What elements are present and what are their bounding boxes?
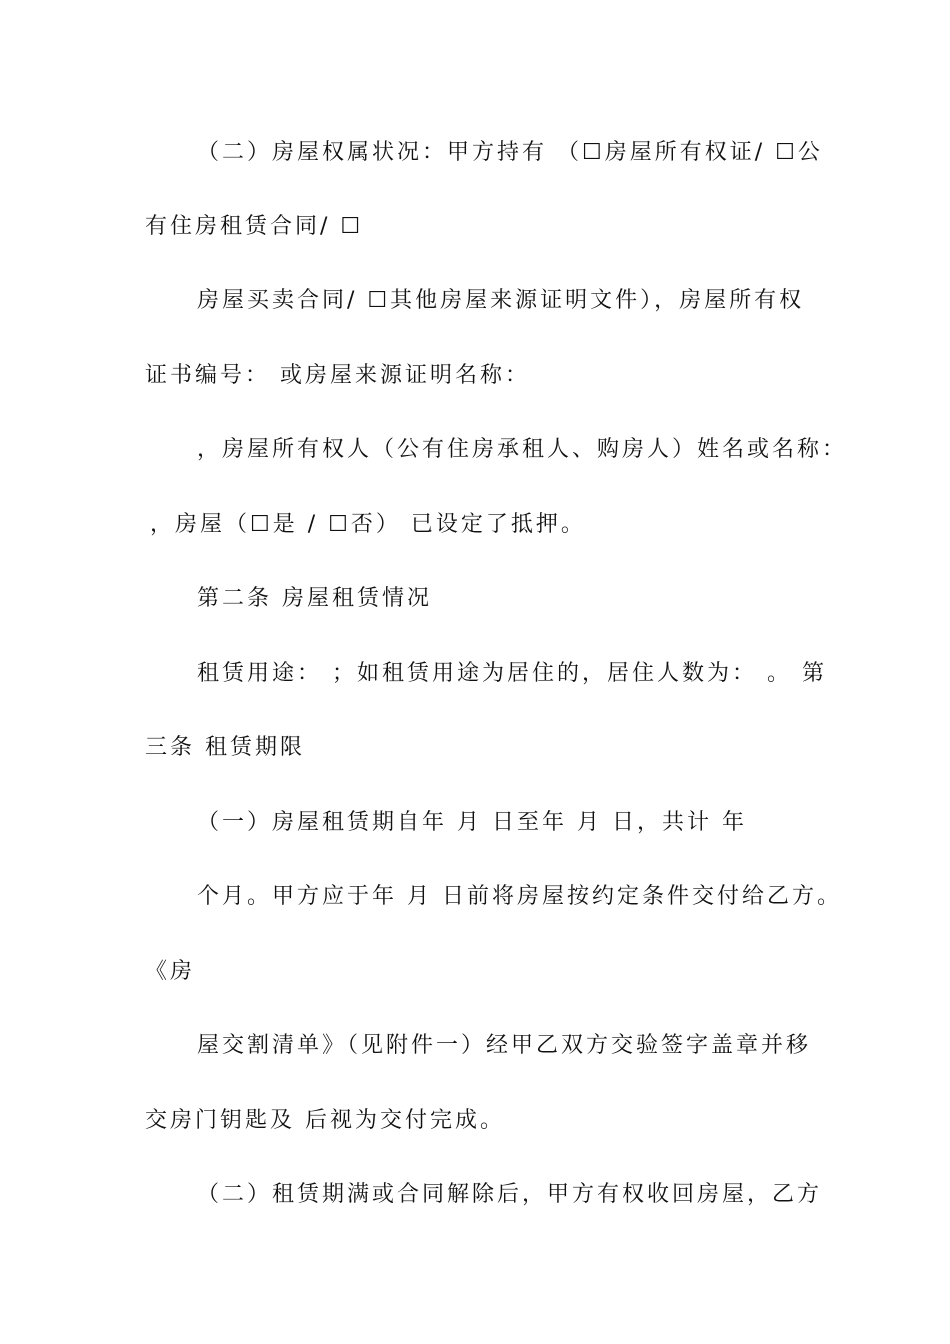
paragraph-line: 《房 — [145, 959, 196, 984]
paragraph-line: 屋交割清单》（见附件一）经甲乙双方交验签字盖章并移 — [197, 1033, 812, 1058]
paragraph-line: 租赁用途： ；如租赁用途为居住的，居住人数为： 。 第 — [197, 661, 827, 686]
paragraph-line: 证书编号： 或房屋来源证明名称： — [145, 363, 530, 388]
paragraph-line: 个月。甲方应于年 月 日前将房屋按约定条件交付给乙方。 — [197, 884, 842, 909]
section-heading: 第二条 房屋租赁情况 — [197, 586, 432, 611]
paragraph-line: 有住房租赁合同/ ☐ — [145, 214, 364, 239]
paragraph-line: 房屋买卖合同/ ☐其他房屋来源证明文件），房屋所有权 — [197, 288, 805, 313]
paragraph-line: （一）房屋租赁期自年 月 日至年 月 日，共计 年 — [197, 810, 747, 835]
paragraph-line: ，房屋所有权人（公有住房承租人、购房人）姓名或名称： — [197, 437, 848, 462]
paragraph-line: （二）租赁期满或合同解除后，甲方有权收回房屋，乙方 — [197, 1182, 823, 1207]
paragraph-line: 交房门钥匙及 后视为交付完成。 — [145, 1108, 505, 1133]
section-heading: 三条 租赁期限 — [145, 735, 305, 760]
paragraph-line: ，房屋（☐是 / ☐否） 已设定了抵押。 — [150, 512, 586, 537]
paragraph-line: （二）房屋权属状况：甲方持有 （☐房屋所有权证/ ☐公 — [197, 140, 823, 165]
